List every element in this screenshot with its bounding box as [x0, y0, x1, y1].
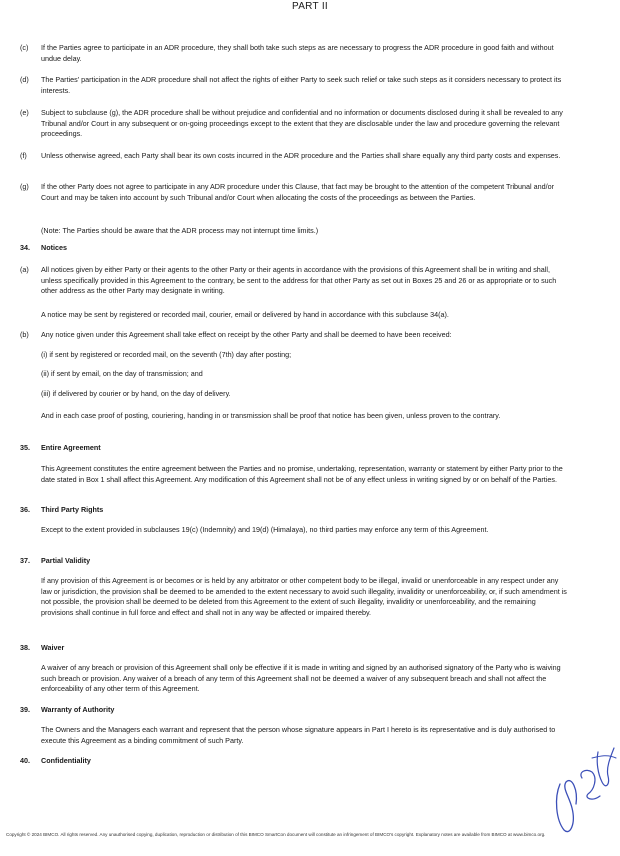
clause-heading [20, 556, 570, 567]
clause-number: (d) [20, 75, 29, 84]
clause-number: (g) [20, 182, 29, 191]
clause-number: 36. [20, 505, 30, 514]
clause-heading [20, 705, 570, 716]
clause-item [20, 265, 570, 297]
clause-title: Waiver [41, 643, 65, 652]
clause-text: All notices given by either Party or their agents to the other Party or their agents in accordance with the provisions of this Agreement shall be in writing and shall, unless specifically provided in this Agreement to the contrary, be sent to the address for that other Party as set out in Boxes 25 and 26 or as appropriate or to such other address as the other Party may designate in writing. [41, 265, 557, 295]
clause-text: Subject to subclause (g), the ADR procedure shall be without prejudice and confidential and no information or documents disclosed during it shall be revealed to any Tribunal and/or Court in any subsequent or on-going proceedings except to the extent that they are disclosable under the law and procedure governing the relevant proceedings. [41, 108, 563, 138]
page-title: PART II [291, 1, 328, 12]
clause-item [20, 108, 570, 140]
clause-text: The Parties' participation in the ADR procedure shall not affect the rights of either Party to seek such relief or take such steps as it considers necessary to protect its interests. [41, 75, 562, 95]
sub-item: (i) if sent by registered or recorded mail, on the seventh (7th) day after posting; [41, 350, 292, 359]
clause-title: Entire Agreement [41, 443, 101, 452]
clause-number: 34. [20, 243, 30, 252]
sub-item: (iii) if delivered by courier or by hand, on the day of delivery. [41, 389, 231, 398]
note-paragraph: (Note: The Parties should be aware that the ADR process may not interrupt time limits.) [41, 226, 319, 235]
clause-text: If the Parties agree to participate in an ADR procedure, they shall both take such steps as are necessary to progress the ADR procedure in good faith and without undue delay. [41, 43, 554, 63]
clause-heading [20, 756, 570, 767]
clause-heading [20, 505, 570, 516]
clause-number: (f) [20, 151, 27, 160]
clause-number: (b) [20, 330, 29, 339]
clause-title: Notices [41, 243, 67, 252]
paragraph: Except to the extent provided in subclauses 19(c) (Indemnity) and 19(d) (Himalaya), no third parties may enforce any term of this Agreement. [41, 525, 489, 534]
clause-number: (c) [20, 43, 29, 52]
paragraph: This Agreement constitutes the entire agreement between the Parties and no promise, undertaking, representation, warranty or statement by either Party prior to the date stated in Box 1 shall affect this Agreement. Any modification of this Agreement shall not be of any effect unless in writing signed by or on behalf of the Parties. [41, 464, 563, 484]
clause-text: Unless otherwise agreed, each Party shall bear its own costs incurred in the ADR procedure and the Parties shall share equally any third party costs and expenses. [41, 151, 561, 160]
paragraph: A notice may be sent by registered or recorded mail, courier, email or delivered by hand in accordance with this subclause 34(a). [41, 310, 449, 319]
clause-number: 40. [20, 756, 30, 765]
clause-title: Confidentiality [41, 756, 91, 765]
clause-item [20, 182, 570, 203]
copyright-footer: Copyright © 2024 BIMCO. All rights reserved. Any unauthorised copying, duplication, reproduction or distribution of this BIMCO SmartCon document will constitute an infringement of BIMCO's copyright. Explanatory notes are available from BIMCO at www.bimco.org. [6, 832, 546, 837]
clause-item [20, 330, 570, 341]
clause-heading [20, 443, 570, 454]
clause-number: (a) [20, 265, 29, 274]
clause-title: Third Party Rights [41, 505, 104, 514]
sub-item: (ii) if sent by email, on the day of transmission; and [41, 369, 203, 378]
clause-title: Warranty of Authority [41, 705, 115, 714]
clause-item [20, 43, 570, 64]
clause-number: (e) [20, 108, 29, 117]
clause-text: If the other Party does not agree to participate in any ADR procedure under this Clause, that fact may be brought to the attention of the competent Tribunal and/or Court and may be taken into account by such Tribunal and/or Court when allocating the costs of the proceedings as between the Parties. [41, 182, 555, 202]
clause-number: 38. [20, 643, 30, 652]
clause-item [20, 75, 570, 96]
clause-number: 35. [20, 443, 30, 452]
paragraph: And in each case proof of posting, couriering, handing in or transmission shall be proof that notice has been given, unless proven to the contrary. [41, 411, 501, 420]
clause-number: 39. [20, 705, 30, 714]
paragraph: A waiver of any breach or provision of this Agreement shall only be effective if it is made in writing and signed by an authorised signatory of the Party who is waiving such breach or provision. Any waiver of a breach of any term of this Agreement shall not be deemed a waiver of any subsequent breach and shall not affect the enforceability of any other term of this Agreement. [41, 663, 561, 693]
clause-heading [20, 243, 570, 254]
clause-item [20, 151, 570, 162]
signature-mark [548, 738, 618, 838]
paragraph: The Owners and the Managers each warrant and represent that the person whose signature appears in Part I hereto is its representative and is duly authorised to execute this Agreement as a binding commitment of such Party. [41, 725, 556, 745]
clause-heading [20, 643, 570, 654]
clause-text: Any notice given under this Agreement shall take effect on receipt by the other Party and shall be deemed to have been received: [41, 330, 452, 339]
clause-title: Partial Validity [41, 556, 91, 565]
clause-number: 37. [20, 556, 30, 565]
paragraph: If any provision of this Agreement is or becomes or is held by any arbitrator or other competent body to be illegal, invalid or unenforceable in any respect under any law or jurisdiction, the provision shall be deemed to be amended to the extent necessary to avoid such illegality, invalidity or unenforceability, or, if such amendment is not possible, the provision shall be deemed to be deleted from this Agreement to the extent of such illegality, invalidity or unenforceability, and the remaining provisions shall continue in full force and effect and shall not in any way be affected or impaired thereby. [41, 576, 567, 617]
